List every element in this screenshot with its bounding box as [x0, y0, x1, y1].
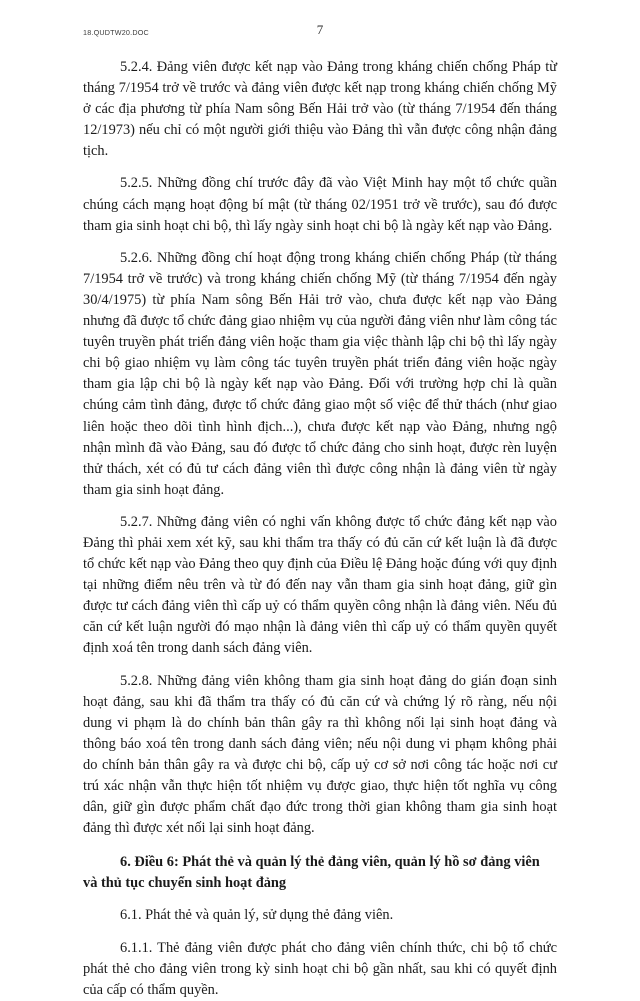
- paragraph-5-2-8: 5.2.8. Những đảng viên không tham gia sinh hoạt đảng do gián đoạn sinh hoạt đảng, sau khi đã thẩm tra thấy có đủ căn cứ và chứng lý rõ ràng, nếu nội dung vi phạm là do chính bản thân gây ra thì không nối lại sinh hoạt đảng và thông báo xoá tên trong danh sách đảng viên; nếu nội dung vi phạm không phải do chính bản thân gây ra và được chi bộ, cấp uỷ cơ sở nơi công tác hoặc nơi cư trú xác nhận vẫn thực hiện tốt nhiệm vụ được giao, thực hiện tốt nghĩa vụ công dân, giữ gìn được phẩm chất đạo đức trong thời gian không tham gia sinh hoạt đảng thì được xét nối lại sinh hoạt đảng.: [83, 672, 557, 837]
- paragraph-6-1-1: 6.1.1. Thẻ đảng viên được phát cho đảng viên chính thức, chi bộ tổ chức phát thẻ cho đảng viên trong kỳ sinh hoạt chi bộ gần nhất, sau khi có quyết định của cấp có thẩm quyền.: [83, 939, 557, 998]
- page-number: 7: [316, 22, 324, 37]
- document-body: [83, 57, 557, 1001]
- paragraph-5-2-4: 5.2.4. Đảng viên được kết nạp vào Đảng trong kháng chiến chống Pháp từ tháng 7/1954 trở về trước và đảng viên được kết nạp trong kháng chiến chống Mỹ ở các địa phương từ phía Nam sông Bến Hải trở vào (từ tháng 7/1954 đến tháng 12/1973) nếu chỉ có một người giới thiệu vào Đảng thì vẫn được công nhận đảng tịch.: [83, 59, 557, 160]
- paragraph-5-2-7: 5.2.7. Những đảng viên có nghi vấn không được tổ chức đảng kết nạp vào Đảng thì phải xem xét kỹ, sau khi thẩm tra thấy có đủ căn cứ kết luận là đã được tổ chức kết nạp vào Đảng theo quy định của Điều lệ Đảng hoặc đúng với quy định tại những điểm nêu trên và từ đó đến nay vẫn tham gia sinh hoạt đảng, giữ gìn được tư cách đảng viên thì cấp uỷ có thẩm quyền công nhận là đảng viên. Nếu đủ căn cứ kết luận người đó mạo nhận là đảng viên thì cấp uỷ có thẩm quyền quyết định xoá tên trong danh sách đảng viên.: [83, 513, 557, 657]
- section-heading-6-line-2: và thủ tục chuyển sinh hoạt đảng: [83, 875, 287, 892]
- section-heading-6-line-1: 6. Điều 6: Phát thẻ và quản lý thẻ đảng viên, quản lý hồ sơ đảng viên: [120, 854, 540, 871]
- paragraph-6-1: 6.1. Phát thẻ và quản lý, sử dụng thẻ đảng viên.: [120, 907, 394, 924]
- document-code-label: 18.QUDTW20.DOC: [83, 28, 149, 37]
- page-header: [0, 22, 640, 48]
- paragraph-5-2-5: 5.2.5. Những đồng chí trước đây đã vào Việt Minh hay một tổ chức quần chúng cách mạng hoạt động bí mật (từ tháng 02/1951 trở về trước), sau đó được tham gia sinh hoạt chi bộ, thì lấy ngày sinh hoạt chi bộ là ngày kết nạp vào Đảng.: [83, 175, 557, 234]
- paragraph-5-2-6: 5.2.6. Những đồng chí hoạt động trong kháng chiến chống Pháp (từ tháng 7/1954 trở về trước) và trong kháng chiến chống Mỹ (từ tháng 7/1954 đến ngày 30/4/1975) từ phía Nam sông Bến Hải trở vào, chưa được kết nạp vào Đảng nhưng đã được tổ chức đảng giao nhiệm vụ của người đảng viên như làm công tác tuyên truyền phát triển đảng viên hoặc tham gia việc thành lập chi bộ thì lấy ngày chi bộ giao nhiệm vụ làm công tác tuyên truyền phát triển đảng viên hoặc ngày tham gia lập chi bộ là ngày kết nạp vào Đảng. Đối với trường hợp chỉ là quần chúng cảm tình đảng, được tổ chức đảng giao một số việc để thử thách (như giao liên hoặc theo dõi tình hình địch...), chưa được kết nạp vào Đảng, nhưng ngộ nhận mình đã vào Đảng, sau đó được tổ chức đảng cho sinh hoạt, được rèn luyện thử thách, xét có đủ tư cách đảng viên thì được công nhận là đảng viên từ ngày tham gia sinh hoạt đảng.: [83, 249, 557, 498]
